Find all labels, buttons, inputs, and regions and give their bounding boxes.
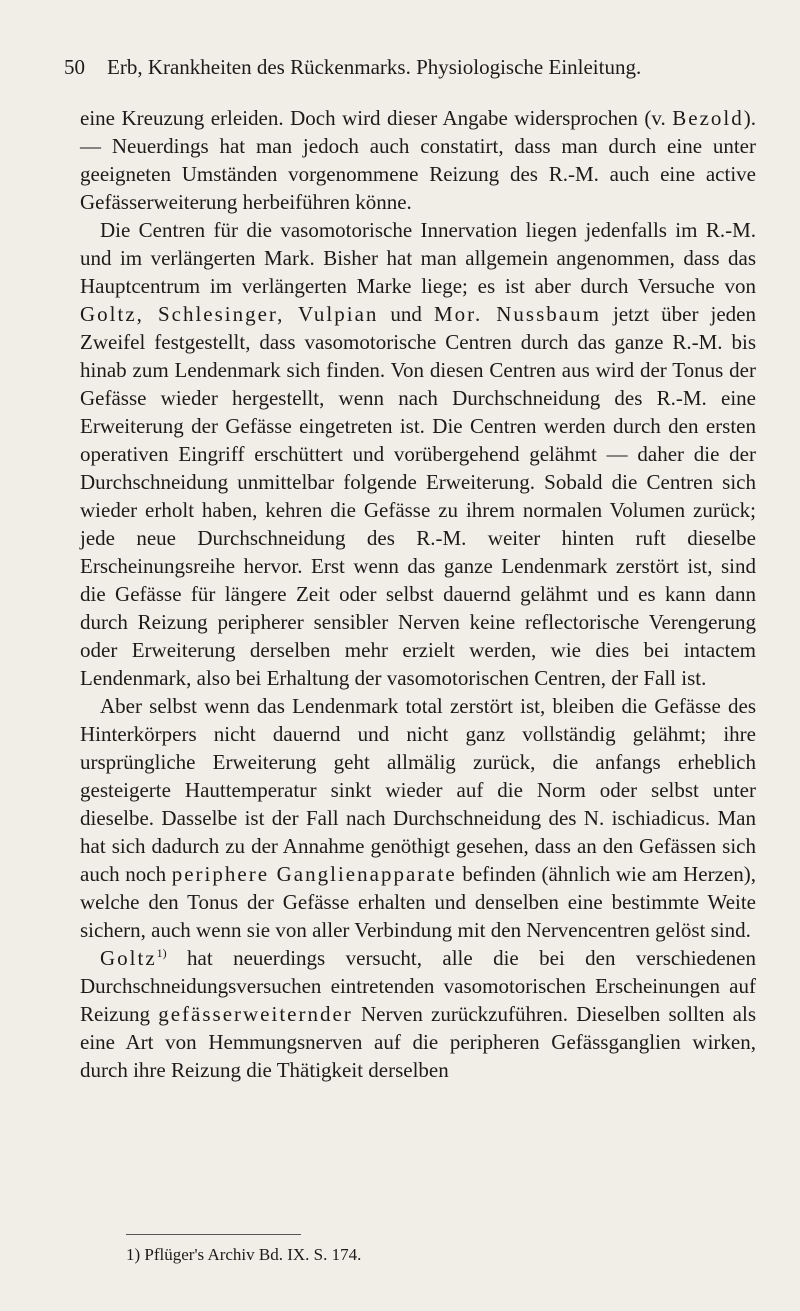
footnote-ref: 1) [156, 946, 167, 960]
paragraph: Goltz$^{1)}$ hat neuerdings versucht, alle die bei den verschiedenen Durchschneidungsversuchen eintretenden vasomotorischen Erscheinungen auf Reizung gefässerweiternder Nerven zurückzuführen. Dieselben sollten als eine Art von Hemmungsnerven auf die peripheren Gefässganglien wirken, durch ihre Reizung die Thätigkeit derselben [80, 946, 757, 1082]
spaced-name: periphere Ganglienapparate [171, 862, 457, 886]
paragraph: Die Centren für die vasomotorische Innervation liegen jedenfalls im R.-M. und im verlängerten Mark. Bisher hat man allgemein angenommen, dass das Hauptcentrum im verlängerten Marke liege; es ist aber durch Versuche von Goltz, Schlesinger, Vulpian und Mor. Nussbaum jetzt über jeden Zweifel festgestellt, dass vasomotorische Centren durch das ganze R.-M. bis hinab zum Lendenmark sich finden. Von diesen Centren aus wird der Tonus der Gefässe wieder hergestellt, wenn nach Durchschneidung des R.-M. eine Erweiterung der Gefässe eingetreten ist. Die Centren werden durch den ersten operativen Eingriff erschüttert und vorübergehend gelähmt — daher die der Durchschneidung unmittelbar folgende Erweiterung. Sobald die Centren sich wieder erholt haben, kehren die Gefässe zu ihrem normalen Volumen zurück; jede neue Durchschneidung des R.-M. weiter hinten ruft dieselbe Erscheinungsreihe hervor. Erst wenn das ganze Lendenmark zerstört ist, sind die Gefässe für längere Zeit oder selbst dauernd gelähmt und es kann dann durch Reizung peripherer sensibler Nerven keine reflectorische Verengerung oder Erweiterung derselben mehr erzielt werden, wie dies bei intactem Lendenmark, also bei Erhaltung der vasomotorischen Centren, der Fall ist. [80, 218, 756, 690]
page-number: 50 [64, 55, 85, 79]
running-header [64, 54, 764, 80]
running-title: Erb, Krankheiten des Rückenmarks. Physiologische Einleitung. [107, 55, 642, 79]
paragraph: eine Kreuzung erleiden. Doch wird dieser Angabe widersprochen (v. Bezold). — Neuerdings hat man jedoch auch constatirt, dass man durch eine unter geeigneten Umständen vorgenommene Reizung des R.-M. auch eine active Gefässerweiterung herbeiführen könne. [80, 106, 756, 214]
body-text [80, 104, 756, 1084]
spaced-name: Mor. Nussbaum [433, 302, 601, 326]
footnote: 1) Pflüger's Archiv Bd. IX. S. 174. [126, 1245, 362, 1264]
spaced-name: Goltz [100, 946, 157, 970]
spaced-name: gefässerweiternder [158, 1002, 353, 1026]
paragraph: Aber selbst wenn das Lendenmark total zerstört ist, bleiben die Gefässe des Hinterkörpers nicht dauernd und nicht ganz vollständig gelähmt; ihre ursprüngliche Erweiterung geht allmälig zurück, die anfangs erheblich gesteigerte Hauttemperatur sinkt wieder auf die Norm oder selbst unter dieselbe. Dasselbe ist der Fall nach Durchschneidung des N. ischiadicus. Man hat sich dadurch zu der Annahme genöthigt gesehen, dass an den Gefässen sich auch noch periphere Ganglienapparate befinden (ähnlich wie am Herzen), welche den Tonus der Gefässe erhalten und denselben eine bestimmte Weite sichern, auch wenn sie von aller Verbindung mit den Nervencentren gelöst sind. [80, 694, 756, 942]
spaced-name: Bezold [672, 106, 744, 130]
spaced-name: Goltz, Schlesinger, Vulpian [80, 302, 379, 326]
footnote-rule [126, 1234, 301, 1235]
